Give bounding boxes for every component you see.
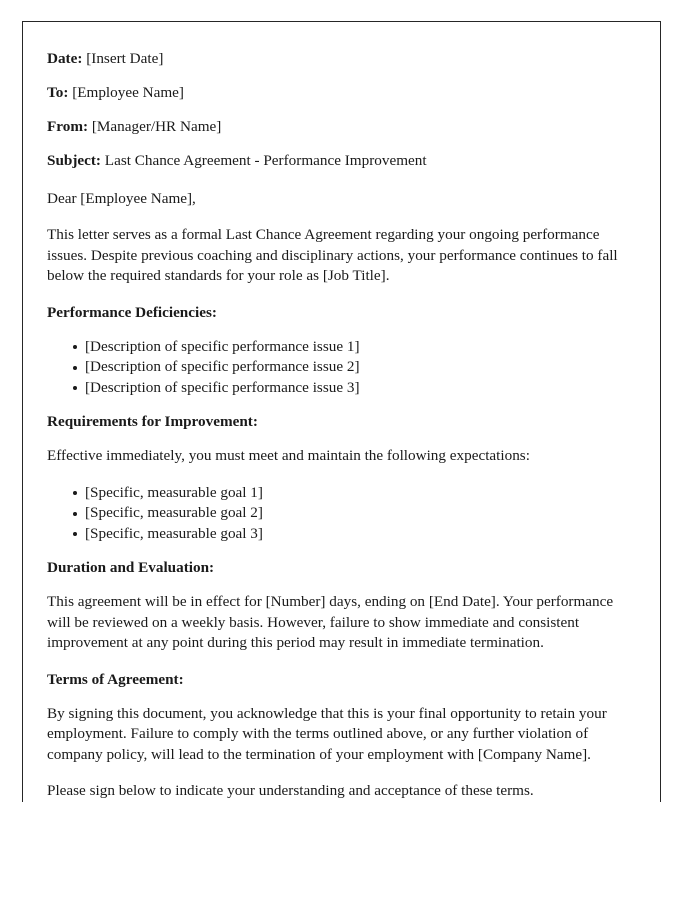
duration-and-evaluation-paragraph: This agreement will be in effect for [Number] days, ending on [End Date]. Your performance will be reviewed on a weekly basis. However, failure to show immediate and consistent improvement at any point during this period may result in immediate termination. xyxy=(47,593,614,651)
meta-row-to xyxy=(47,83,636,103)
list-item xyxy=(47,524,636,545)
meta-value-subject: Last Chance Agreement - Performance Improvement xyxy=(104,152,427,169)
section-heading-terms-of-agreement: Terms of Agreement: xyxy=(47,670,184,688)
document-body xyxy=(47,49,636,818)
list-item xyxy=(47,357,636,378)
salutation: Dear [Employee Name], xyxy=(47,190,196,207)
list-item xyxy=(47,483,636,504)
section-heading-duration-and-evaluation: Duration and Evaluation: xyxy=(47,559,215,576)
list-item-label: [Description of specific performance issue 3] xyxy=(85,378,360,396)
list-item-label: [Specific, measurable goal 2] xyxy=(85,504,263,521)
meta-label-subject: Subject: xyxy=(47,152,101,169)
closing-paragraph: Please sign below to indicate your understanding and acceptance of these terms. xyxy=(47,782,534,799)
bullet-icon xyxy=(73,366,77,370)
list-item-label: [Description of specific performance issue 1] xyxy=(85,337,360,355)
meta-label-to: To: xyxy=(47,84,69,101)
section-heading-performance-deficiencies: Performance Deficiencies: xyxy=(47,303,217,321)
list-item-label: [Description of specific performance issue 2] xyxy=(85,358,360,375)
bullet-icon xyxy=(73,532,77,536)
meta-row-subject xyxy=(47,151,636,171)
list-item xyxy=(47,337,636,358)
bullet-icon xyxy=(73,386,77,390)
requirements-lead-in: Effective immediately, you must meet and maintain the following expectations: xyxy=(47,447,530,464)
meta-value-from: [Manager/HR Name] xyxy=(91,118,222,135)
intro-paragraph: This letter serves as a formal Last Chance Agreement regarding your ongoing performance issues. Despite previous coaching and disciplinary actions, your performance continues to fall below the required standards for your role as [Job Title]. xyxy=(47,226,618,284)
meta-row-from xyxy=(47,117,636,137)
list-item xyxy=(47,503,636,524)
section-heading-requirements-for-improvement: Requirements for Improvement: xyxy=(47,413,258,430)
list-item-label: [Specific, measurable goal 3] xyxy=(85,524,263,542)
terms-of-agreement-paragraph: By signing this document, you acknowledge that this is your final opportunity to retain your employment. Failure to comply with the terms outlined above, or any further violation of company policy, will lead to the termination of your employment with [Company Name]. xyxy=(47,704,607,763)
bullet-icon xyxy=(73,491,77,495)
document-page-frame xyxy=(22,21,661,802)
meta-label-from: From: xyxy=(47,118,89,135)
performance-deficiencies-list xyxy=(47,337,636,399)
meta-value-date: [Insert Date] xyxy=(86,50,164,67)
meta-label-date: Date: xyxy=(47,50,83,67)
requirements-goals-list xyxy=(47,483,636,545)
bullet-icon xyxy=(73,512,77,516)
list-item-label: [Specific, measurable goal 1] xyxy=(85,483,263,501)
list-item xyxy=(47,378,636,399)
meta-value-to: [Employee Name] xyxy=(72,84,184,101)
meta-row-date xyxy=(47,49,636,69)
bullet-icon xyxy=(73,345,77,349)
